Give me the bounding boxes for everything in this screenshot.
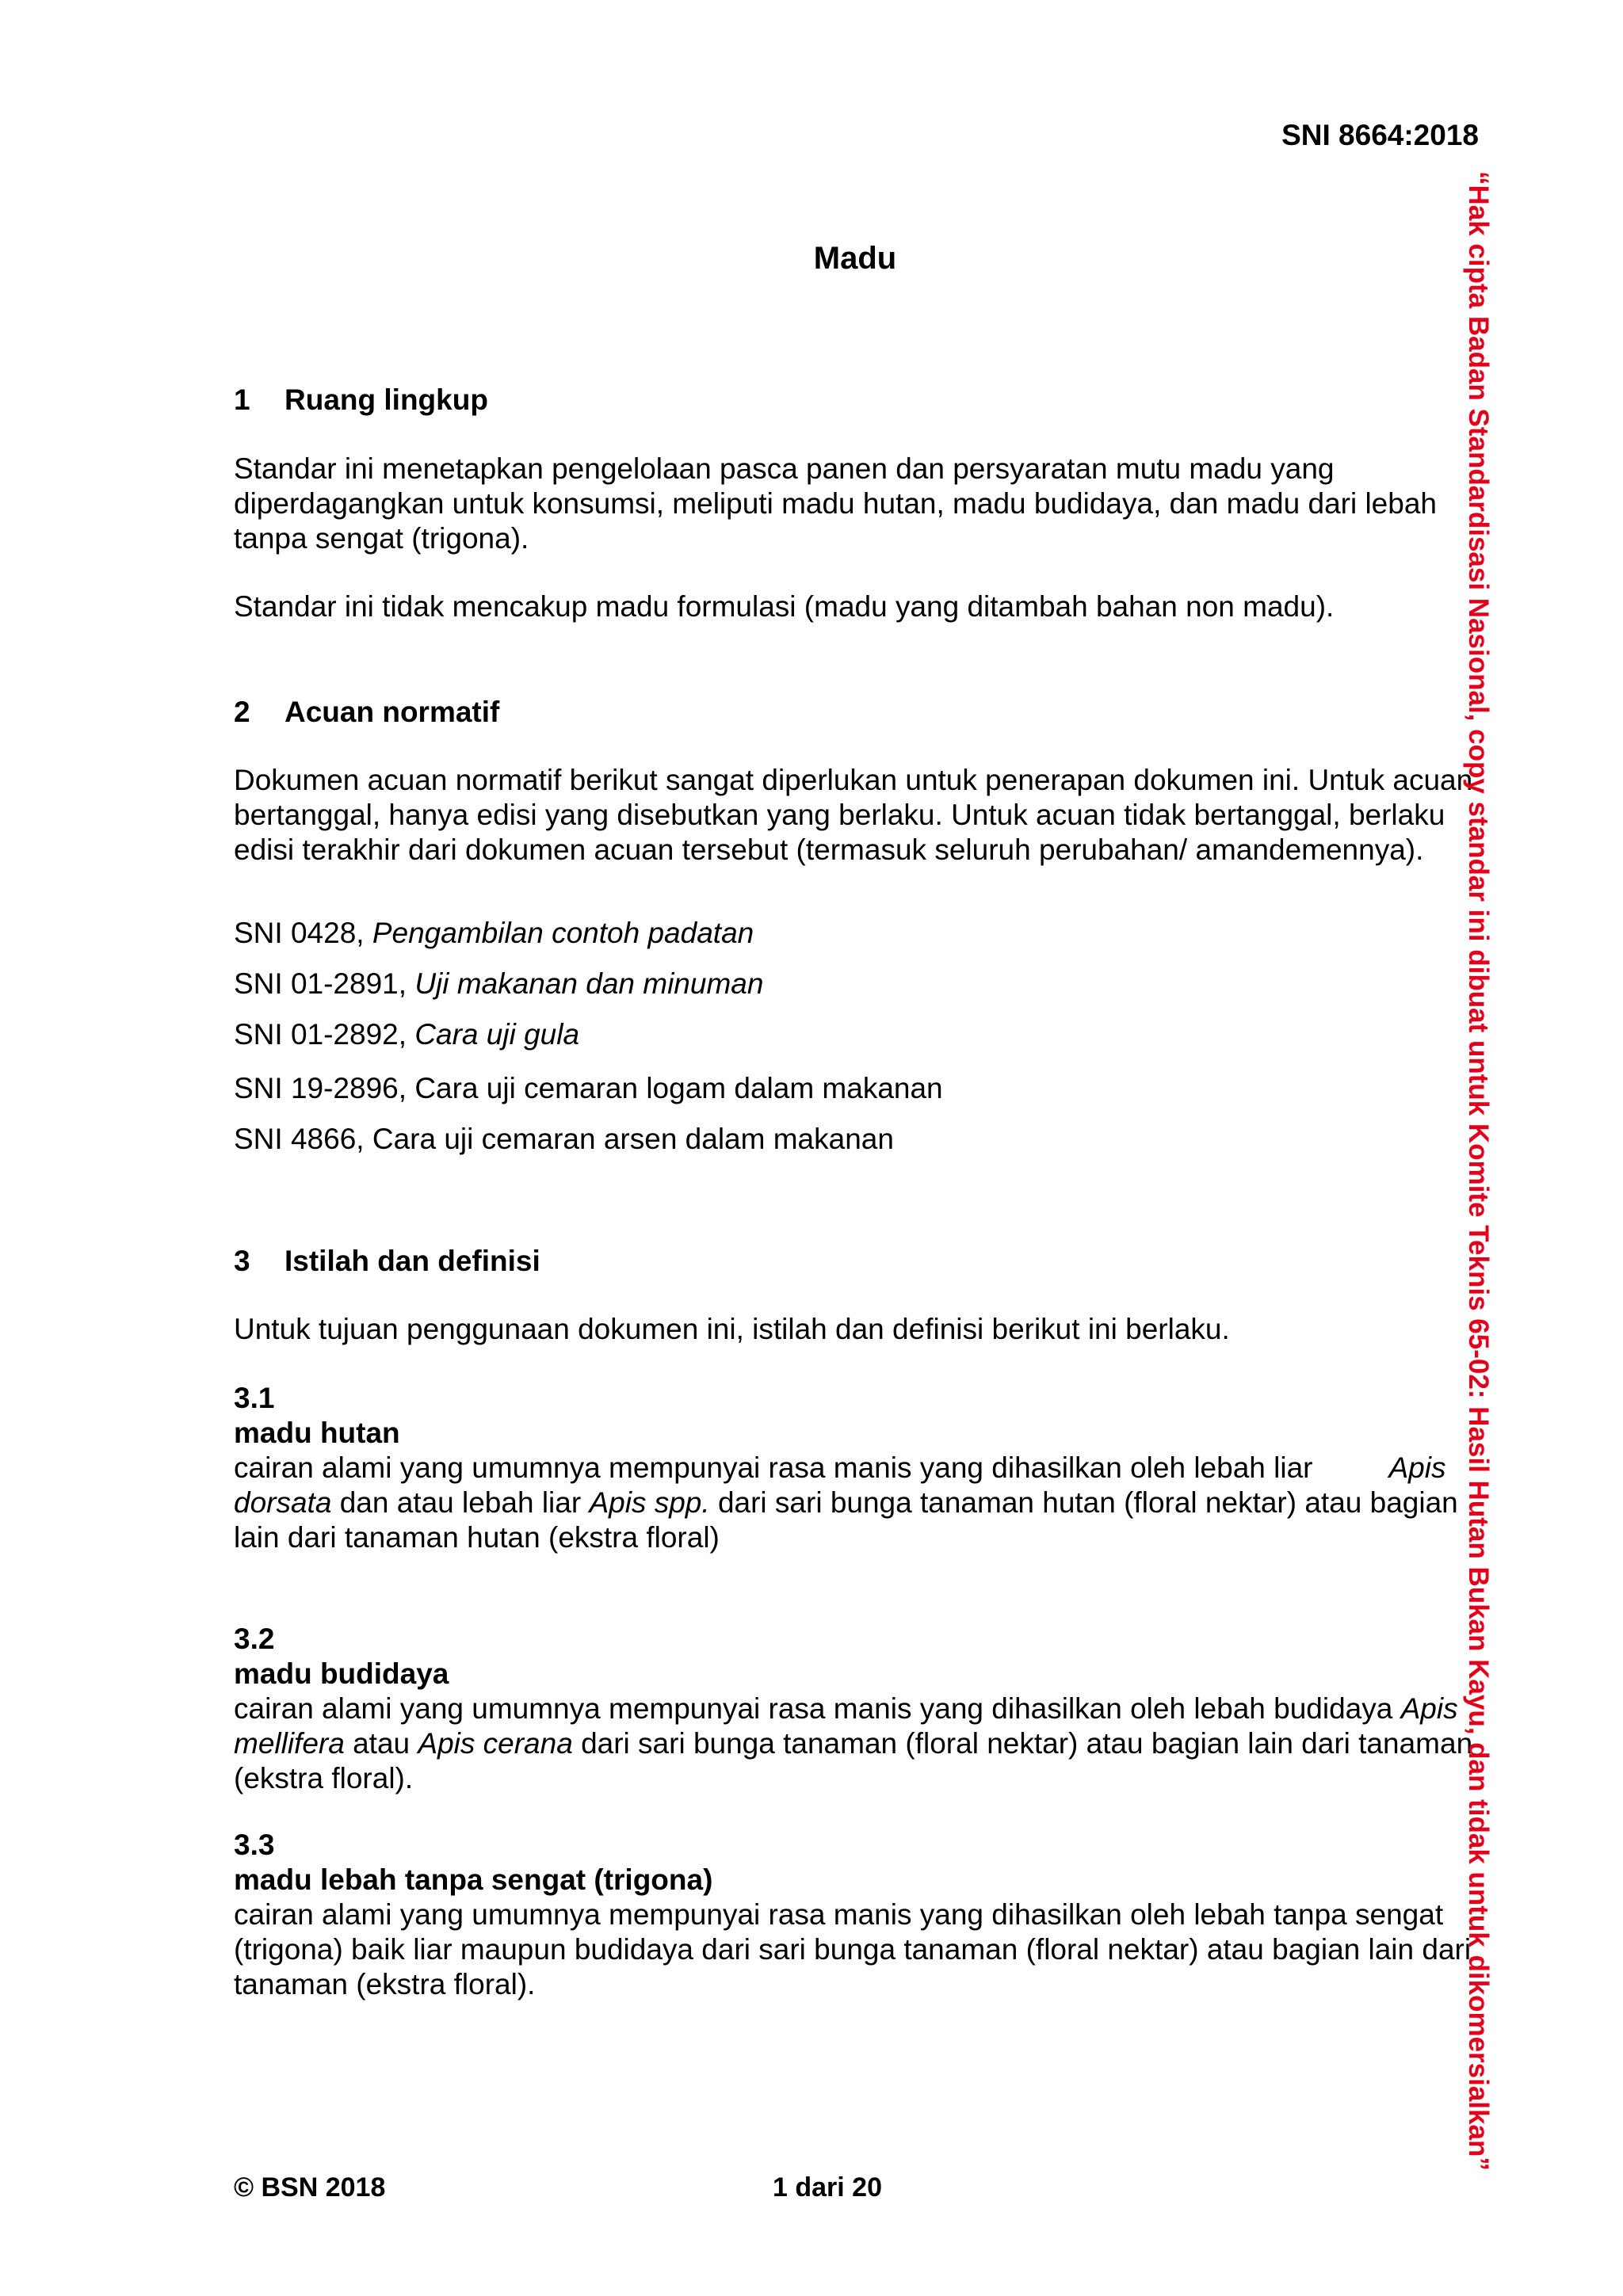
footer-copyright: © BSN 2018 — [234, 2172, 386, 2203]
section-1-heading — [234, 383, 1478, 418]
reference-code: SNI 0428, — [234, 917, 365, 949]
reference-code: SNI 4866, — [234, 1123, 365, 1155]
definition-number: 3.2 — [234, 1623, 275, 1655]
section-1-paragraph-1: Standar ini menetapkan pengelolaan pasca panen dan persyaratan mutu madu yang diperdagangkan untuk konsumsi, meliputi madu hutan, madu budidaya, dan madu dari lebah tanpa sengat (trigona). — [234, 452, 1437, 555]
section-2-paragraph: Dokumen acuan normatif berikut sangat diperlukan untuk penerapan dokumen ini. Untuk acuan bertanggal, hanya edisi yang disebutkan yang berlaku. Untuk acuan tidak bertanggal, berlaku edisi terakhir dari dokumen acuan tersebut (termasuk seluruh perubahan/ amandemennya). — [234, 764, 1473, 866]
reference-item — [234, 1017, 579, 1052]
reference-item — [234, 967, 763, 1001]
species-name: Apis cerana — [418, 1727, 573, 1760]
standard-code: SNI 8664:2018 — [1281, 119, 1479, 151]
definition-term: madu lebah tanpa sengat (trigona) — [234, 1863, 713, 1896]
reference-title: Pengambilan contoh padatan — [372, 917, 754, 949]
definition-text — [234, 1691, 1478, 1796]
section-1-paragraph-2: Standar ini tidak mencakup madu formulasi (madu yang ditambah bahan non madu). — [234, 590, 1335, 623]
reference-code: SNI 19-2896, — [234, 1072, 407, 1104]
definition-number: 3.1 — [234, 1382, 275, 1414]
section-title: Acuan normatif — [285, 696, 500, 728]
reference-item — [234, 1071, 943, 1106]
reference-code: SNI 01-2892, — [234, 1018, 407, 1051]
species-name: Apis spp. — [589, 1486, 710, 1519]
reference-code: SNI 01-2891, — [234, 967, 407, 1000]
definition-text — [234, 1451, 1478, 1555]
footer-page-number: 1 dari 20 — [773, 2172, 882, 2203]
document-title: Madu — [813, 241, 897, 276]
definition-number: 3.3 — [234, 1829, 275, 1861]
reference-title: Cara uji cemaran arsen dalam makanan — [372, 1123, 894, 1155]
definition-3-2 — [234, 1622, 1478, 1796]
definition-text-part: cairan alami yang umumnya mempunyai rasa manis yang dihasilkan oleh lebah liar — [234, 1451, 1313, 1484]
reference-title: Uji makanan dan minuman — [414, 967, 764, 1000]
definition-text-part: cairan alami yang umumnya mempunyai rasa manis yang dihasilkan oleh lebah budidaya — [234, 1692, 1393, 1725]
copyright-watermark: “Hak cipta Badan Standardisasi Nasional, copy standar ini dibuat untuk Komite Teknis 65-02: Hasil Hutan Bukan Kayu, dan tidak untuk dikomersialkan” — [1463, 171, 1494, 2171]
definition-term: madu budidaya — [234, 1657, 449, 1690]
section-number: 1 — [234, 383, 250, 416]
definition-text-part: dan atau lebah liar — [339, 1486, 582, 1519]
reference-item — [234, 916, 754, 951]
definition-text-part: atau — [353, 1727, 411, 1760]
definition-text: cairan alami yang umumnya mempunyai rasa manis yang dihasilkan oleh lebah tanpa sengat (trigona) baik liar maupun budidaya dari sari bunga tanaman (floral nektar) atau bagian lain dari tanaman (ekstra floral). — [234, 1898, 1472, 2000]
species-name: Apis mellifera — [234, 1692, 1458, 1760]
definition-term: madu hutan — [234, 1417, 400, 1449]
section-number: 2 — [234, 696, 250, 728]
section-3-heading — [234, 1244, 1478, 1279]
section-2-heading — [234, 695, 1478, 730]
definition-text-part: dari sari bunga tanaman (floral nektar) atau bagian lain dari tanaman (ekstra floral). — [234, 1727, 1473, 1794]
section-title: Ruang lingkup — [285, 383, 488, 416]
species-name: Apis dorsata — [234, 1451, 1446, 1519]
definition-3-1 — [234, 1381, 1478, 1555]
section-3-paragraph: Untuk tujuan penggunaan dokumen ini, istilah dan definisi berikut ini berlaku. — [234, 1313, 1230, 1345]
definition-3-3 — [234, 1828, 1478, 2002]
reference-title: Cara uji cemaran logam dalam makanan — [414, 1072, 943, 1104]
reference-title: Cara uji gula — [414, 1018, 580, 1051]
reference-item — [234, 1122, 894, 1157]
section-title: Istilah dan definisi — [285, 1245, 540, 1277]
section-number: 3 — [234, 1245, 250, 1277]
definition-text-part: dari sari bunga tanaman hutan (floral nektar) atau bagian lain dari tanaman hutan (ekstra floral) — [234, 1486, 1458, 1554]
